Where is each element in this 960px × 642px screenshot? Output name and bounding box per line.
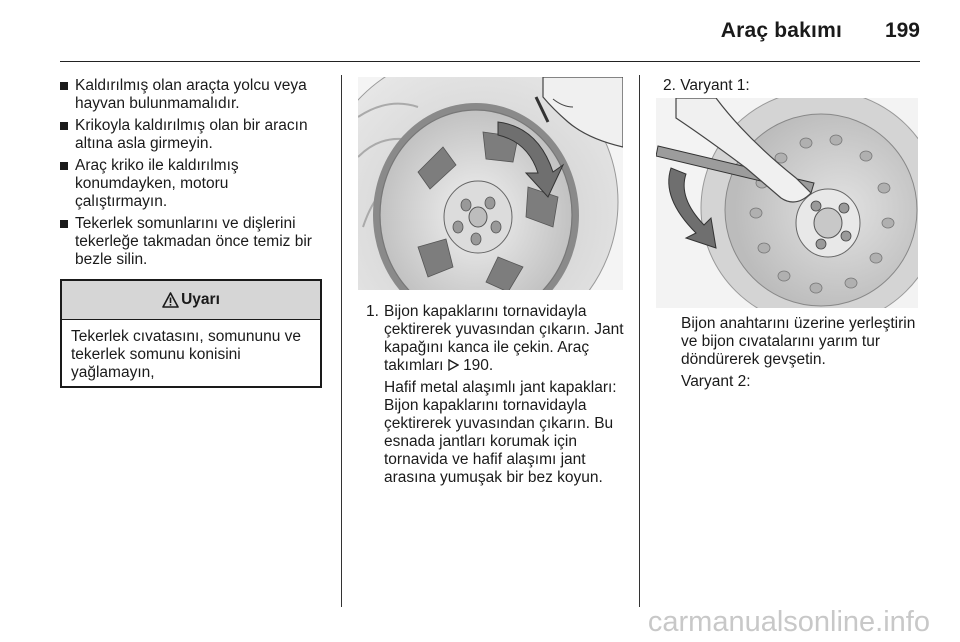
warning-header bbox=[62, 281, 320, 320]
step-1 bbox=[366, 303, 632, 487]
step-number: 1. bbox=[366, 303, 379, 320]
header-divider bbox=[60, 61, 920, 62]
watermark: carmanualsonline.info bbox=[647, 606, 930, 638]
warning-triangle-icon bbox=[162, 292, 179, 308]
page-number: 199 bbox=[884, 19, 920, 42]
middle-column bbox=[366, 303, 632, 491]
step-2-text: Bijon anahtarını üzerine yerleştirin ve bijon cıvatalarını yarım tur döndürerek gevşetin. bbox=[681, 315, 916, 368]
bullet-square-icon bbox=[60, 162, 68, 170]
variant-2-heading: Varyant 2: bbox=[681, 373, 751, 390]
page-header bbox=[0, 0, 960, 62]
bullet-item bbox=[60, 77, 328, 113]
bullet-text: Tekerlek somunlarını ve dişlerini tekerleğe takmadan önce temiz bir bezle silin. bbox=[75, 215, 312, 268]
page-reference-arrow-icon bbox=[448, 357, 463, 374]
warning-box bbox=[60, 279, 322, 388]
step-text: Bijon kapaklarını tornavidayla çektirerek yuvasından çıkarın. Jant kapağını kanca ile çekin. Araç takımları bbox=[384, 303, 624, 374]
bullet-item bbox=[60, 117, 328, 153]
bullet-square-icon bbox=[60, 82, 68, 90]
column-divider-right bbox=[639, 75, 640, 607]
bullet-text: Krikoyla kaldırılmış olan bir aracın altına asla girmeyin. bbox=[75, 117, 308, 152]
hubcap-removal-illustration bbox=[358, 77, 623, 290]
warning-label: Uyarı bbox=[181, 291, 220, 308]
left-column bbox=[60, 77, 328, 273]
bullet-square-icon bbox=[60, 220, 68, 228]
warning-text: Tekerlek cıvatasını, somununu ve tekerlek somunu konisini yağlamayın, bbox=[71, 328, 302, 381]
column-divider-left bbox=[341, 75, 342, 607]
page-title: Araç bakımı bbox=[720, 19, 842, 42]
step-note: Hafif metal alaşımlı jant kapakları: Bijon kapaklarını tornavidayla çektirerek yuvasından çıkarın. Bu esnada jantları korumak için tornavida ve hafif alaşımı jant arasına yumuşak bir bez koyun. bbox=[384, 379, 617, 486]
bullet-text: Araç kriko ile kaldırılmış konumdayken, motoru çalıştırmayın. bbox=[75, 157, 239, 210]
bullet-item bbox=[60, 215, 328, 269]
wheel-wrench-illustration bbox=[656, 98, 918, 308]
bullet-square-icon bbox=[60, 122, 68, 130]
page-reference[interactable]: 190. bbox=[463, 357, 494, 374]
step-2-heading: 2. Varyant 1: bbox=[663, 77, 750, 94]
bullet-text: Kaldırılmış olan araçta yolcu veya hayvan bulunmamalıdır. bbox=[75, 77, 307, 112]
bullet-item bbox=[60, 157, 328, 211]
right-column bbox=[681, 315, 921, 395]
